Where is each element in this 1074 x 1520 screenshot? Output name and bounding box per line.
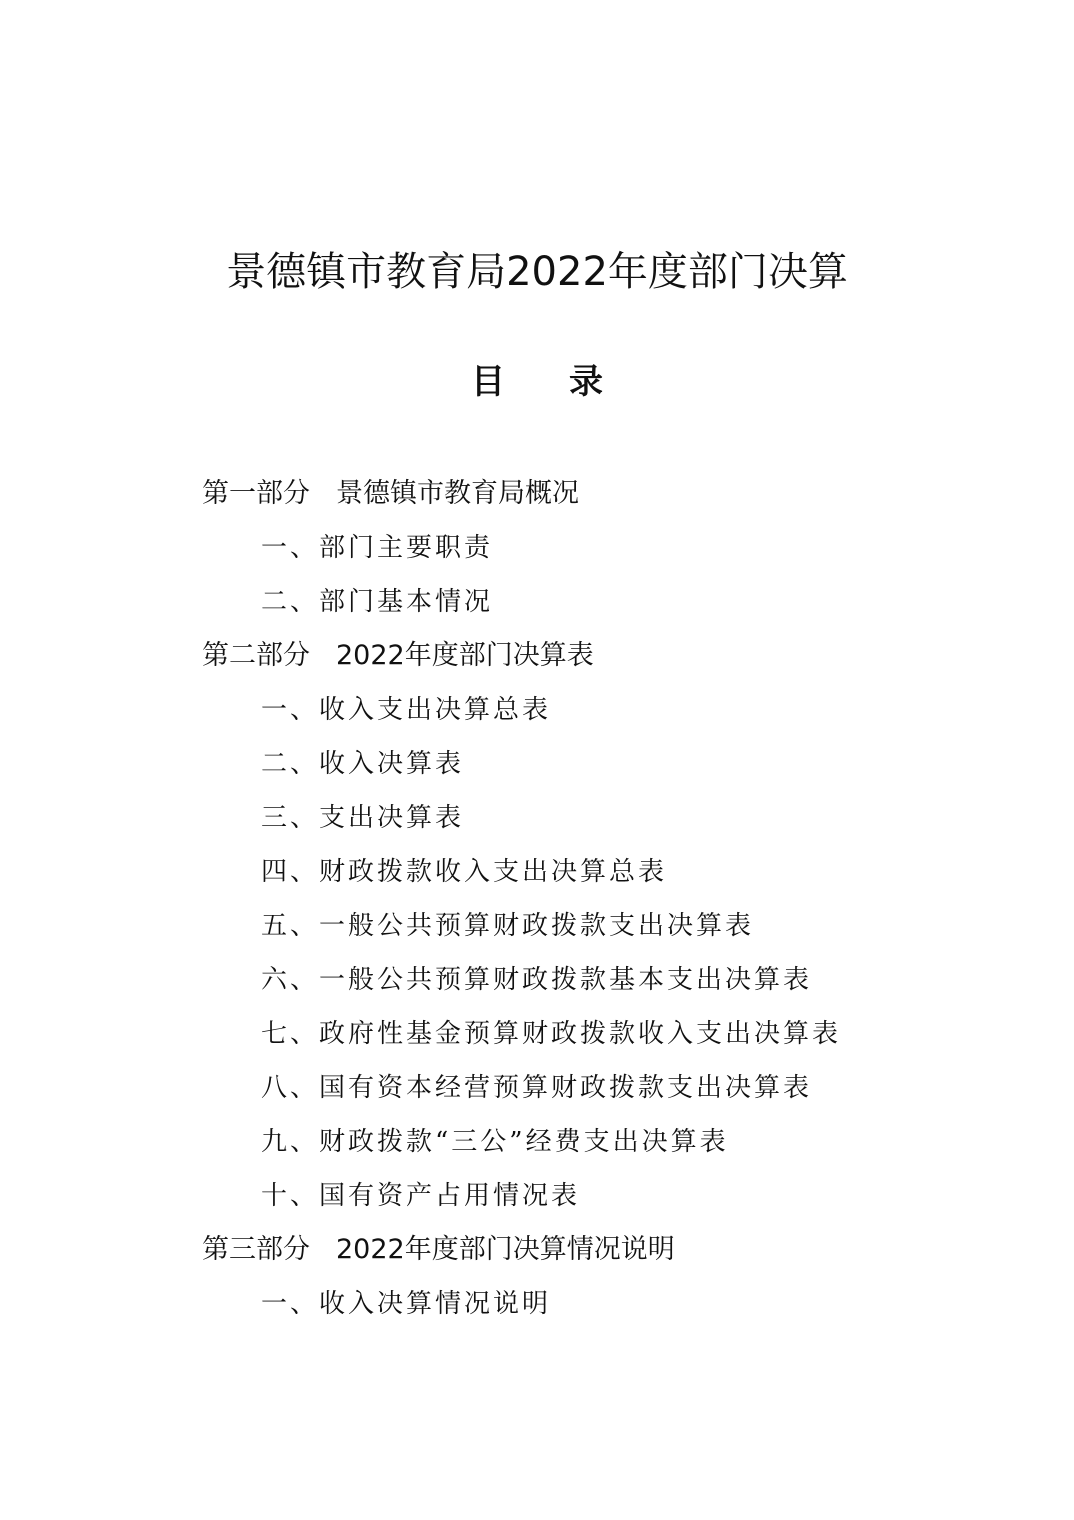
toc-heading bbox=[0, 357, 1074, 407]
document-title: 景德镇市教育局2022年度部门决算 bbox=[226, 249, 848, 295]
toc-heading-char-1: 目 bbox=[471, 362, 505, 402]
toc-item[interactable]: 二、收入决算表 bbox=[261, 749, 465, 779]
toc-part-2[interactable] bbox=[202, 629, 594, 683]
toc-part-number: 第二部分 bbox=[202, 640, 310, 671]
toc-item[interactable]: 四、财政拨款收入支出决算总表 bbox=[261, 857, 668, 887]
toc-part-title: 2022年度部门决算情况说明 bbox=[336, 1234, 675, 1265]
toc-part-number: 第一部分 bbox=[202, 478, 310, 509]
toc-item[interactable]: 七、政府性基金预算财政拨款收入支出决算表 bbox=[261, 1019, 842, 1049]
toc-item[interactable]: 六、一般公共预算财政拨款基本支出决算表 bbox=[261, 965, 813, 995]
toc-item[interactable]: 一、收入支出决算总表 bbox=[261, 695, 552, 725]
toc-item[interactable]: 九、财政拨款“三公”经费支出决算表 bbox=[261, 1127, 729, 1157]
toc-part-title: 2022年度部门决算表 bbox=[336, 640, 594, 671]
toc-part-title: 景德镇市教育局概况 bbox=[336, 478, 579, 509]
toc-part-3[interactable] bbox=[202, 1223, 675, 1277]
toc-part-number: 第三部分 bbox=[202, 1234, 310, 1265]
toc-item[interactable]: 一、收入决算情况说明 bbox=[261, 1289, 552, 1319]
toc-item[interactable]: 二、部门基本情况 bbox=[261, 587, 494, 617]
toc-item[interactable]: 十、国有资产占用情况表 bbox=[261, 1181, 581, 1211]
toc-part-1[interactable] bbox=[202, 467, 579, 521]
toc-item[interactable]: 八、国有资本经营预算财政拨款支出决算表 bbox=[261, 1073, 813, 1103]
toc-item[interactable]: 五、一般公共预算财政拨款支出决算表 bbox=[261, 911, 755, 941]
toc-heading-char-2: 录 bbox=[569, 362, 603, 402]
toc-item[interactable]: 三、支出决算表 bbox=[261, 803, 465, 833]
toc-item[interactable]: 一、部门主要职责 bbox=[261, 533, 494, 563]
